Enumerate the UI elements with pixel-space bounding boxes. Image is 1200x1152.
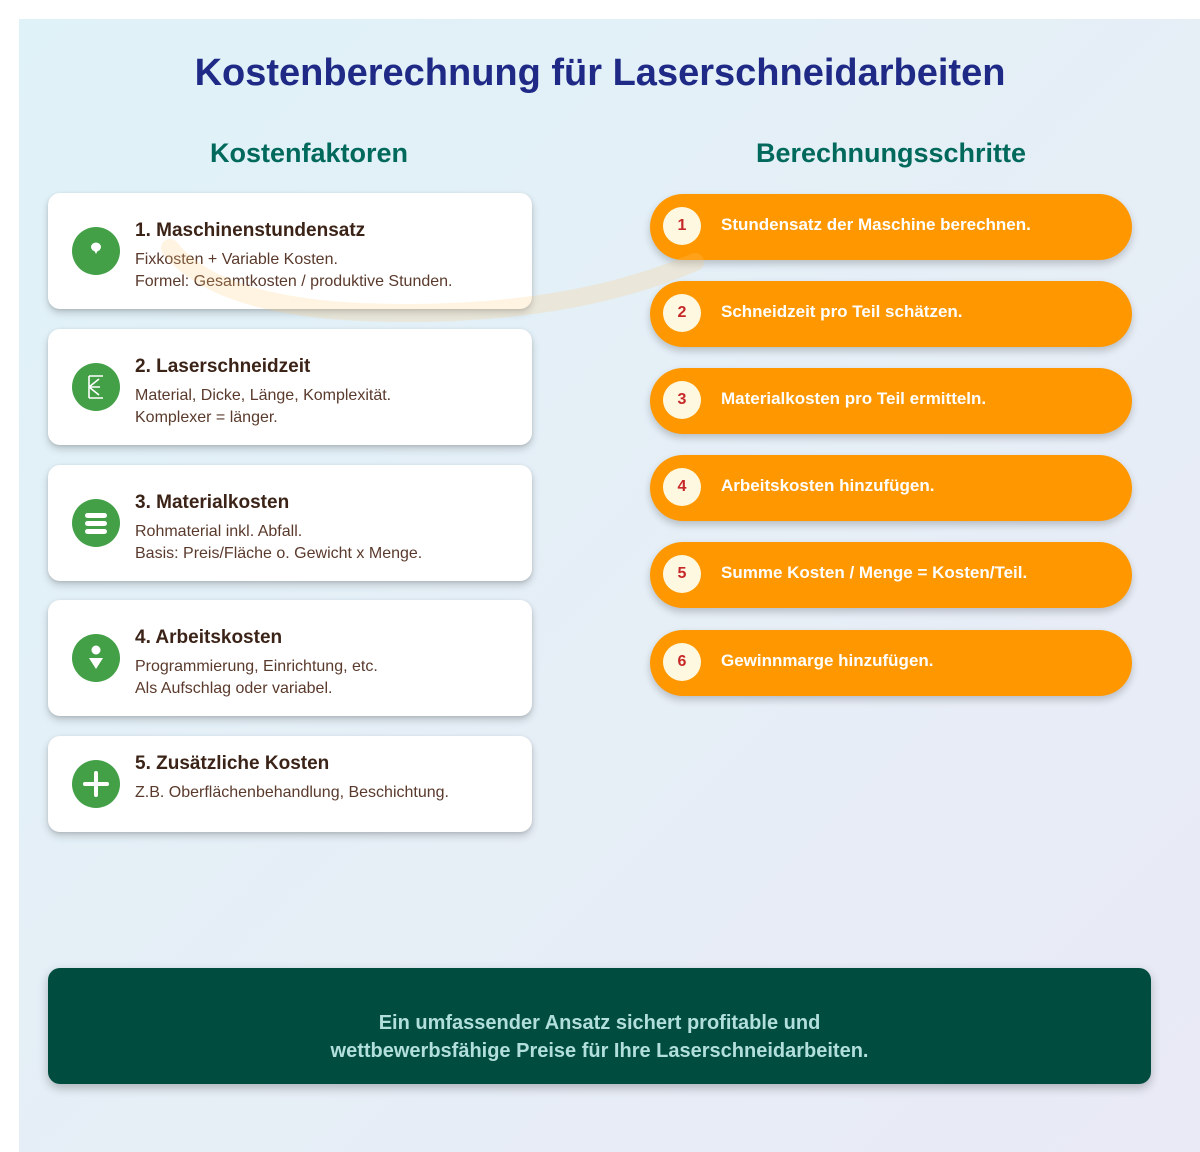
factor-card-additional — [48, 736, 532, 832]
factors-heading: Kostenfaktoren — [209, 138, 409, 168]
factor-line: Basis: Preis/Fläche o. Gewicht x Menge. — [135, 545, 423, 562]
step-text: Arbeitskosten hinzufügen. — [721, 476, 935, 495]
step-number: 5 — [663, 555, 701, 593]
worker-icon — [72, 634, 120, 682]
steps-heading: Berechnungsschritte — [755, 138, 1027, 168]
step-number: 2 — [663, 294, 701, 332]
step-number: 6 — [663, 643, 701, 681]
factor-line: Als Aufschlag oder variabel. — [135, 680, 333, 697]
step-number: 4 — [663, 468, 701, 506]
layers-icon — [72, 499, 120, 547]
page-title: Kostenberechnung für Laserschneidarbeiten — [194, 52, 1006, 94]
factor-line: Formel: Gesamtkosten / produktive Stunden. — [135, 273, 453, 290]
step-text: Gewinnmarge hinzufügen. — [721, 651, 934, 670]
factor-title: 4. Arbeitskosten — [135, 627, 283, 648]
clock-icon — [72, 227, 120, 275]
factor-line: Material, Dicke, Länge, Komplexität. — [135, 387, 392, 404]
step-item — [650, 194, 1132, 260]
step-item — [650, 542, 1132, 608]
factor-card-cutting-time — [48, 329, 532, 445]
step-item — [650, 455, 1132, 521]
summary-line: Ein umfassender Ansatz sichert profitable und — [378, 1012, 821, 1034]
factor-card-labor — [48, 600, 532, 716]
laser-icon — [72, 363, 120, 411]
factor-line: Rohmaterial inkl. Abfall. — [135, 523, 303, 540]
step-number: 3 — [663, 381, 701, 419]
step-item — [650, 368, 1132, 434]
step-item — [650, 281, 1132, 347]
factor-title: 1. Maschinenstundensatz — [135, 220, 366, 241]
factor-card-material — [48, 465, 532, 581]
factor-line: Fixkosten + Variable Kosten. — [135, 251, 338, 268]
factor-title: 3. Materialkosten — [135, 492, 290, 513]
step-text: Schneidzeit pro Teil schätzen. — [721, 302, 963, 321]
plus-icon — [72, 760, 120, 808]
factor-title: 2. Laserschneidzeit — [135, 356, 311, 377]
step-text: Summe Kosten / Menge = Kosten/Teil. — [721, 563, 1028, 582]
factor-line: Z.B. Oberflächenbehandlung, Beschichtung. — [135, 784, 449, 801]
summary-banner — [48, 968, 1151, 1084]
step-text: Stundensatz der Maschine berechnen. — [721, 215, 1031, 234]
factor-card-machine-rate — [48, 193, 532, 309]
step-text: Materialkosten pro Teil ermitteln. — [721, 389, 987, 408]
step-number: 1 — [663, 207, 701, 245]
factor-line: Programmierung, Einrichtung, etc. — [135, 658, 378, 675]
factor-title: 5. Zusätzliche Kosten — [135, 753, 330, 774]
step-item — [650, 630, 1132, 696]
summary-line: wettbewerbsfähige Preise für Ihre Laserschneidarbeiten. — [330, 1040, 869, 1062]
factor-line: Komplexer = länger. — [135, 409, 278, 426]
